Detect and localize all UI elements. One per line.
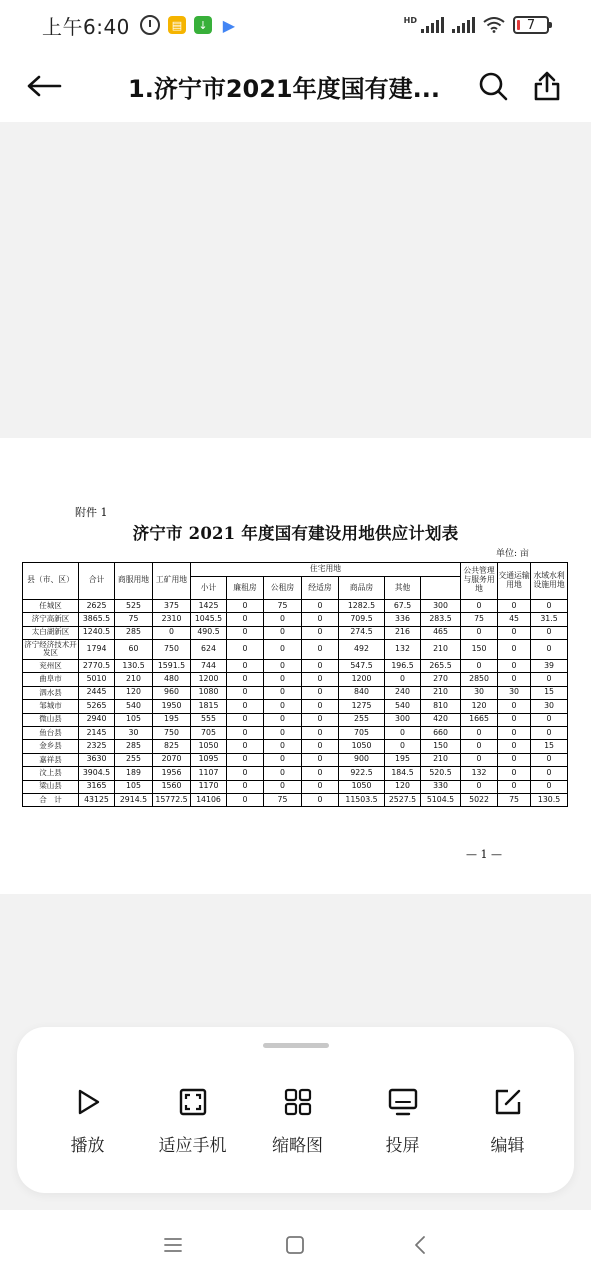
table-cell: 132 (385, 639, 421, 659)
table-cell: 184.5 (385, 767, 421, 780)
table-cell: 30 (498, 686, 531, 699)
table-cell: 0 (498, 599, 531, 612)
table-cell: 283.5 (421, 613, 461, 626)
header-other: 其他 (385, 577, 421, 600)
table-cell: 0 (227, 626, 264, 639)
table-cell: 300 (421, 599, 461, 612)
table-cell: 150 (421, 740, 461, 753)
header-public-service: 公共管理与服务用地 (461, 563, 498, 600)
table-cell: 0 (531, 753, 568, 766)
back-chevron-icon (413, 1235, 427, 1255)
table-cell: 2625 (79, 599, 115, 612)
header-public-rent: 公租房 (264, 577, 302, 600)
table-cell: 660 (421, 726, 461, 739)
table-cell: 0 (531, 713, 568, 726)
bottom-sheet (17, 1027, 574, 1193)
table-cell: 0 (264, 639, 302, 659)
county-name-cell: 合 计 (23, 793, 79, 806)
table-cell: 2310 (153, 613, 191, 626)
monitor-icon (388, 1088, 418, 1116)
table-cell: 2940 (79, 713, 115, 726)
table-cell: 1107 (191, 767, 227, 780)
table-cell: 0 (302, 700, 339, 713)
table-cell: 525 (115, 599, 153, 612)
table-cell: 0 (264, 613, 302, 626)
table-cell: 375 (153, 599, 191, 612)
table-cell: 0 (498, 780, 531, 793)
table-cell: 30 (461, 686, 498, 699)
table-cell: 0 (264, 767, 302, 780)
table-cell: 0 (498, 700, 531, 713)
download-icon: ↓ (194, 16, 212, 34)
county-name-cell: 济宁经济技术开发区 (24, 639, 77, 658)
table-cell: 480 (153, 673, 191, 686)
play-icon (75, 1088, 101, 1116)
table-cell: 43125 (79, 793, 115, 806)
table-cell: 120 (461, 700, 498, 713)
menu-icon (163, 1237, 183, 1253)
table-cell: 750 (153, 639, 191, 659)
table-cell: 1045.5 (191, 613, 227, 626)
table-cell: 0 (264, 713, 302, 726)
table-cell: 2445 (79, 686, 115, 699)
table-cell: 0 (461, 740, 498, 753)
table-cell: 130.5 (531, 793, 568, 806)
table-cell: 0 (302, 767, 339, 780)
document-page[interactable] (0, 438, 591, 894)
table-cell: 265.5 (421, 659, 461, 672)
table-row (23, 726, 568, 739)
table-cell: 45 (498, 613, 531, 626)
table-cell: 3165 (79, 780, 115, 793)
county-name-cell: 任城区 (23, 599, 79, 612)
battery-level: 7 (526, 17, 536, 33)
table-cell: 0 (498, 626, 531, 639)
status-time: 上午6:40 (42, 14, 130, 39)
table-body (23, 599, 568, 806)
table-cell: 336 (385, 613, 421, 626)
sheet-actions (17, 1087, 574, 1156)
alarm-icon (140, 15, 160, 35)
table-cell: 270 (421, 673, 461, 686)
county-name-cell: 济宁高新区 (23, 613, 79, 626)
table-cell: 210 (421, 686, 461, 699)
status-notification-icons (140, 15, 238, 35)
table-cell: 709.5 (339, 613, 385, 626)
table-cell: 75 (264, 599, 302, 612)
table-cell: 195 (153, 713, 191, 726)
table-cell: 130.5 (115, 659, 153, 672)
table-cell: 465 (421, 626, 461, 639)
table-cell: 0 (302, 793, 339, 806)
county-name-cell: 鱼台县 (23, 726, 79, 739)
table-cell: 0 (227, 780, 264, 793)
county-name-cell: 曲阜市 (23, 673, 79, 686)
table-cell: 330 (421, 780, 461, 793)
table-cell: 15 (531, 740, 568, 753)
table-cell: 0 (531, 726, 568, 739)
table-row (23, 713, 568, 726)
table-cell: 0 (264, 780, 302, 793)
table-cell: 0 (264, 740, 302, 753)
table-cell: 0 (498, 713, 531, 726)
table-cell: 2145 (79, 726, 115, 739)
table-cell: 547.5 (339, 659, 385, 672)
county-name-cell: 金乡县 (23, 740, 79, 753)
table-cell: 30 (115, 726, 153, 739)
table-row (23, 673, 568, 686)
table-cell: 3630 (79, 753, 115, 766)
table-cell: 0 (531, 780, 568, 793)
county-name-cell: 泗水县 (23, 686, 79, 699)
county-name-cell: 汶上县 (23, 767, 79, 780)
table-cell: 0 (302, 713, 339, 726)
table-cell: 120 (115, 686, 153, 699)
sheet-drag-handle[interactable] (263, 1043, 329, 1048)
table-cell: 105 (115, 780, 153, 793)
cast-button[interactable] (350, 1087, 455, 1156)
table-cell: 14106 (191, 793, 227, 806)
table-cell: 75 (264, 793, 302, 806)
battery-icon (513, 16, 549, 34)
table-cell: 840 (339, 686, 385, 699)
header-transport: 交通运输用地 (498, 563, 531, 600)
table-cell: 1050 (339, 740, 385, 753)
table-cell: 1950 (153, 700, 191, 713)
table-row (23, 613, 568, 626)
table-cell: 0 (461, 780, 498, 793)
county-name-cell: 嘉祥县 (23, 753, 79, 766)
attachment-label: 附件 1 (75, 506, 108, 519)
table-cell: 1794 (79, 639, 115, 659)
table-cell: 0 (385, 726, 421, 739)
table-cell: 5022 (461, 793, 498, 806)
menu-nav-button[interactable] (153, 1225, 193, 1265)
table-cell: 1095 (191, 753, 227, 766)
fit-screen-label: 适应手机 (158, 1136, 227, 1156)
table-cell: 0 (498, 639, 531, 659)
back-button[interactable] (24, 66, 64, 106)
table-cell: 0 (264, 626, 302, 639)
table-cell: 810 (421, 700, 461, 713)
back-nav-button[interactable] (400, 1225, 440, 1265)
table-cell: 0 (264, 726, 302, 739)
table-cell: 2070 (153, 753, 191, 766)
table-cell: 1240.5 (79, 626, 115, 639)
table-cell: 0 (531, 626, 568, 639)
edit-icon (494, 1088, 522, 1116)
table-cell: 1050 (191, 740, 227, 753)
table-cell: 922.5 (339, 767, 385, 780)
table-row (23, 740, 568, 753)
table-cell: 0 (153, 626, 191, 639)
table-cell: 0 (498, 767, 531, 780)
table-cell: 0 (385, 673, 421, 686)
table-cell: 196.5 (385, 659, 421, 672)
header-water: 水域水利设施用地 (531, 563, 568, 600)
table-cell: 0 (498, 726, 531, 739)
table-cell: 67.5 (385, 599, 421, 612)
table-cell: 0 (302, 639, 339, 659)
grid-icon (284, 1088, 312, 1116)
county-name-cell: 邹城市 (23, 700, 79, 713)
table-cell: 624 (191, 639, 227, 659)
table-row (23, 626, 568, 639)
table-cell: 0 (264, 700, 302, 713)
table-cell: 0 (461, 726, 498, 739)
header-subtotal: 小计 (191, 577, 227, 600)
table-cell: 0 (302, 753, 339, 766)
table-total-row (23, 793, 568, 806)
land-supply-table (22, 562, 568, 807)
table-cell: 2325 (79, 740, 115, 753)
table-row (23, 753, 568, 766)
table-cell: 0 (227, 599, 264, 612)
hd-label: HD (403, 16, 417, 25)
table-cell: 75 (498, 793, 531, 806)
table-cell: 15 (531, 686, 568, 699)
table-row (23, 780, 568, 793)
wifi-icon (483, 17, 505, 33)
table-cell: 0 (302, 613, 339, 626)
table-cell: 2914.5 (115, 793, 153, 806)
table-cell: 0 (227, 673, 264, 686)
table-row (23, 700, 568, 713)
header-commercial: 商服用地 (115, 563, 153, 600)
table-cell: 705 (339, 726, 385, 739)
table-cell: 1815 (191, 700, 227, 713)
table-row (23, 767, 568, 780)
table-cell: 3904.5 (79, 767, 115, 780)
table-cell: 105 (115, 713, 153, 726)
table-cell: 39 (531, 659, 568, 672)
table-cell: 0 (531, 639, 568, 659)
table-cell: 0 (227, 726, 264, 739)
table-cell: 255 (339, 713, 385, 726)
table-cell: 1170 (191, 780, 227, 793)
signal-icon (421, 17, 444, 33)
table-cell: 490.5 (191, 626, 227, 639)
signal-icon-2 (452, 17, 475, 33)
table-row (23, 639, 568, 659)
table-cell: 0 (227, 659, 264, 672)
table-cell: 0 (461, 599, 498, 612)
table-cell: 1080 (191, 686, 227, 699)
table-cell: 0 (302, 740, 339, 753)
table-cell: 744 (191, 659, 227, 672)
table-cell: 0 (498, 673, 531, 686)
share-icon (533, 71, 561, 101)
table-cell: 210 (421, 639, 461, 659)
table-cell: 0 (302, 626, 339, 639)
table-cell: 0 (302, 599, 339, 612)
header-affordable: 经适房 (302, 577, 339, 600)
header-county: 县（市、区） (23, 563, 79, 600)
unit-label: 单位: 亩 (496, 549, 529, 559)
table-cell: 285 (115, 740, 153, 753)
table-cell: 555 (191, 713, 227, 726)
header-low-rent: 廉租房 (227, 577, 264, 600)
document-title: 1.济宁市2021年度国有建... (128, 74, 440, 103)
table-cell: 1050 (339, 780, 385, 793)
table-cell: 0 (264, 659, 302, 672)
table-cell: 1275 (339, 700, 385, 713)
table-cell: 0 (461, 659, 498, 672)
table-cell: 1956 (153, 767, 191, 780)
table-cell: 150 (461, 639, 498, 659)
table-cell: 0 (302, 726, 339, 739)
table-cell: 0 (264, 753, 302, 766)
page-number: — 1 — (466, 848, 502, 861)
table-cell: 195 (385, 753, 421, 766)
table-row (23, 599, 568, 612)
table-cell: 1560 (153, 780, 191, 793)
header-commodity: 商品房 (339, 577, 385, 600)
table-cell: 0 (302, 780, 339, 793)
table-cell: 1425 (191, 599, 227, 612)
home-square-icon (285, 1235, 305, 1255)
table-cell: 0 (531, 599, 568, 612)
table-cell: 2527.5 (385, 793, 421, 806)
table-cell: 0 (385, 740, 421, 753)
table-row (23, 659, 568, 672)
table-cell: 1200 (191, 673, 227, 686)
table-cell: 0 (302, 659, 339, 672)
table-cell: 274.5 (339, 626, 385, 639)
table-cell: 0 (302, 673, 339, 686)
table-cell: 5104.5 (421, 793, 461, 806)
table-cell: 11503.5 (339, 793, 385, 806)
table-cell: 216 (385, 626, 421, 639)
notes-app-icon: ▤ (168, 16, 186, 34)
table-cell: 0 (227, 753, 264, 766)
table-cell: 132 (461, 767, 498, 780)
table-cell: 255 (115, 753, 153, 766)
table-cell: 60 (115, 639, 153, 659)
table-cell: 1282.5 (339, 599, 385, 612)
play-button[interactable] (35, 1087, 140, 1156)
table-cell: 1200 (339, 673, 385, 686)
thumbnails-label: 缩略图 (272, 1136, 323, 1156)
table-cell: 75 (461, 613, 498, 626)
county-name-cell: 微山县 (23, 713, 79, 726)
edit-button[interactable] (455, 1087, 560, 1156)
status-system-icons (404, 16, 549, 34)
table-cell: 3865.5 (79, 613, 115, 626)
cast-label: 投屏 (385, 1136, 420, 1156)
table-cell: 31.5 (531, 613, 568, 626)
table-cell: 75 (115, 613, 153, 626)
fit-screen-button[interactable] (140, 1087, 245, 1156)
header-industrial: 工矿用地 (153, 563, 191, 600)
system-nav-bar (0, 1210, 591, 1280)
table-cell: 0 (264, 673, 302, 686)
table-cell: 705 (191, 726, 227, 739)
play-label: 播放 (70, 1136, 105, 1156)
table-cell: 240 (385, 686, 421, 699)
table-cell: 0 (498, 753, 531, 766)
table-cell: 540 (385, 700, 421, 713)
status-bar (0, 0, 591, 50)
table-cell: 0 (498, 659, 531, 672)
fit-screen-icon (179, 1088, 207, 1116)
share-button[interactable] (527, 66, 567, 106)
table-cell: 420 (421, 713, 461, 726)
search-icon (478, 71, 508, 101)
home-nav-button[interactable] (275, 1225, 315, 1265)
table-cell: 2850 (461, 673, 498, 686)
table-cell: 5265 (79, 700, 115, 713)
table-cell: 0 (227, 713, 264, 726)
table-cell: 520.5 (421, 767, 461, 780)
play-store-icon: ▶ (222, 15, 236, 35)
header-residential: 住宅用地 (191, 563, 461, 577)
back-arrow-icon (26, 74, 62, 98)
table-cell: 5010 (79, 673, 115, 686)
app-header (0, 50, 591, 122)
table-cell: 2770.5 (79, 659, 115, 672)
table-cell: 30 (531, 700, 568, 713)
table-row (23, 686, 568, 699)
table-cell: 210 (115, 673, 153, 686)
table-cell: 0 (498, 740, 531, 753)
table-cell: 0 (531, 767, 568, 780)
table-cell: 0 (302, 686, 339, 699)
county-name-cell: 太白湖新区 (23, 626, 79, 639)
table-cell: 540 (115, 700, 153, 713)
table-cell: 15772.5 (153, 793, 191, 806)
table-cell: 825 (153, 740, 191, 753)
table-cell: 189 (115, 767, 153, 780)
table-cell: 0 (461, 626, 498, 639)
table-cell: 750 (153, 726, 191, 739)
table-cell: 0 (227, 740, 264, 753)
table-cell: 0 (227, 613, 264, 626)
table-cell: 120 (385, 780, 421, 793)
table-cell: 1591.5 (153, 659, 191, 672)
table-cell: 0 (227, 767, 264, 780)
edit-label: 编辑 (490, 1136, 525, 1156)
county-name-cell: 梁山县 (23, 780, 79, 793)
table-cell: 0 (227, 793, 264, 806)
table-cell: 900 (339, 753, 385, 766)
county-name-cell: 兖州区 (23, 659, 79, 672)
table-cell: 300 (385, 713, 421, 726)
table-title: 济宁市 2021 年度国有建设用地供应计划表 (132, 524, 459, 543)
table-cell: 0 (531, 673, 568, 686)
search-button[interactable] (473, 66, 513, 106)
table-cell: 285 (115, 626, 153, 639)
table-cell: 210 (421, 753, 461, 766)
table-cell: 492 (339, 639, 385, 659)
table-cell: 0 (461, 753, 498, 766)
table-cell: 1665 (461, 713, 498, 726)
table-cell: 0 (227, 700, 264, 713)
table-cell: 0 (264, 686, 302, 699)
header-total: 合计 (79, 563, 115, 600)
table-cell: 0 (227, 686, 264, 699)
table-cell: 0 (227, 639, 264, 659)
table-cell: 960 (153, 686, 191, 699)
thumbnails-button[interactable] (245, 1087, 350, 1156)
